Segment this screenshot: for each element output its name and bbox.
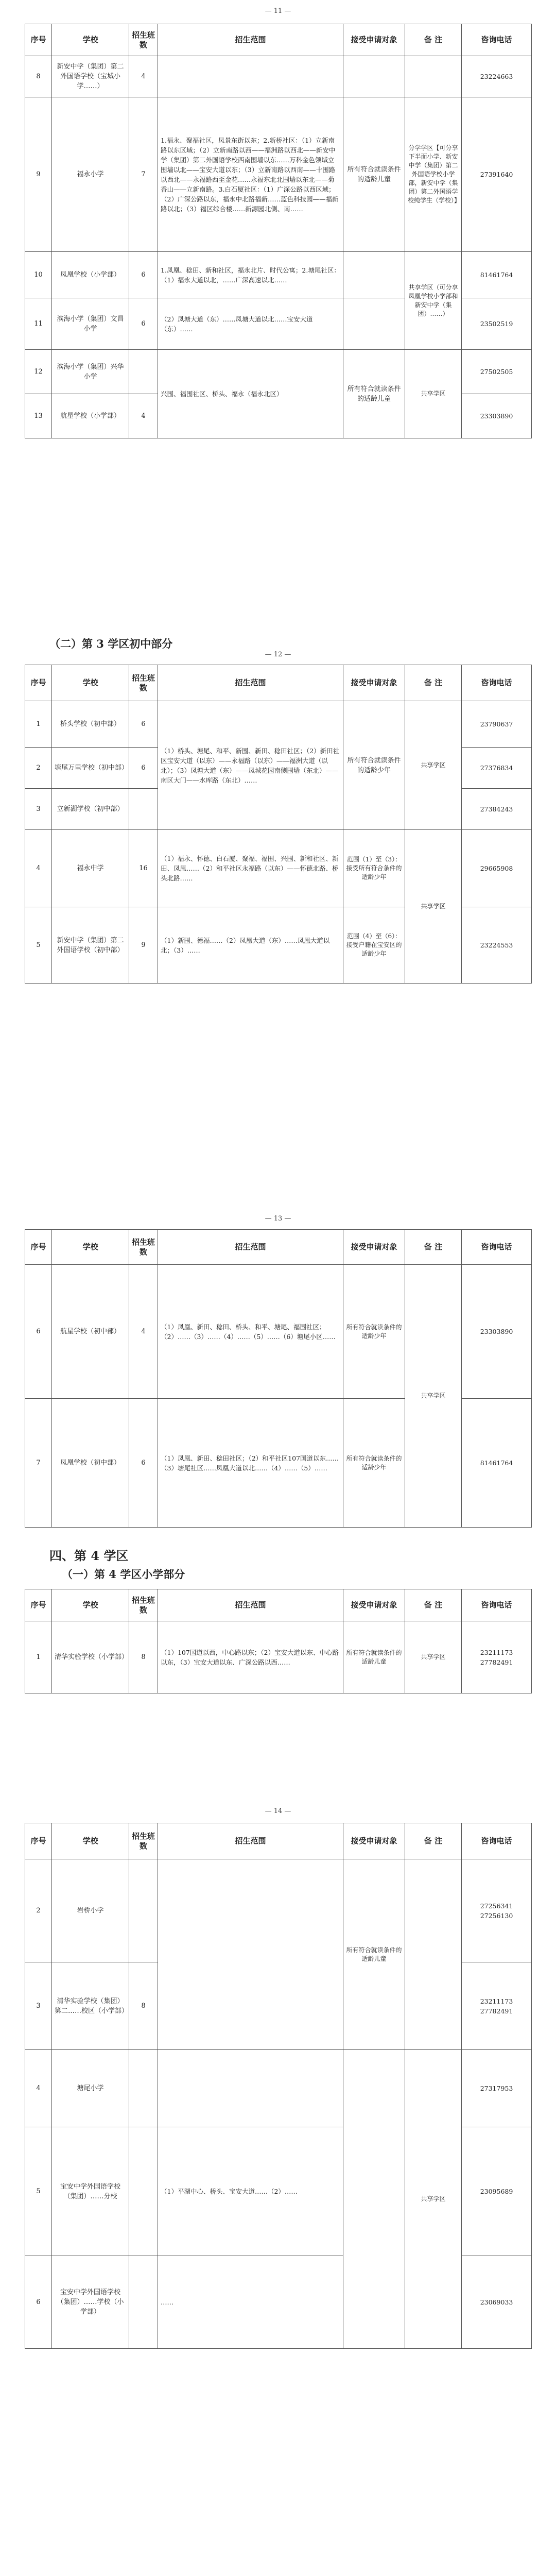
col-header-school: 学校 bbox=[52, 1230, 129, 1265]
page-number: — 14 — bbox=[265, 1807, 291, 1815]
section-title: 四、第 4 学区 bbox=[49, 1548, 129, 1563]
col-header-note: 备 注 bbox=[405, 665, 462, 701]
col-header-quota: 招生班数 bbox=[129, 24, 158, 56]
table-row: 1 桥头学校（初中部） 6 （1）桥头、塘尾、和平、新围、新田、稔田社区；（2）新田社区宝安大道（以东）——永福路（以东）——福洲大道（以北）；（3）凤塘大道（东）——凤城花园南侧围墙（东北）——南区大门——水库路（东北）…… 所有符合就读条件的适龄少年 共享学区 23790637 bbox=[25, 701, 532, 748]
table-row: 6 航星学校（初中部） 4 （1）凤凰、新田、稔田、桥头、和平、塘尾、福围社区；（2）……（3）……（4）……（5）……（6）塘尾小区…… 所有符合就读条件的适龄少年 共享学区 23303890 bbox=[25, 1265, 532, 1399]
table-row: 1 清华实验学校（小学部） 8 （1）107国道以西，中心路以东；（2）宝安大道以东、中心路以东，（3）宝安大道以东、广深公路以西…… 所有符合就读条件的适龄儿童 共享学区 23211173 27782491 bbox=[25, 1621, 532, 1693]
table-row: 6 宝安中学外国语学校（集团）……学校（小学部） …… 23069033 bbox=[25, 2256, 532, 2349]
table-row: 4 福永中学 16 （1）福永、怀德、白石厦、聚福、福围、兴围、新和社区、新田、凤凰……（2）和平社区永福路（以东）——怀德北路、桥头北路…… 范围（1）至（3）：接受所有符合条件的适龄少年 共享学区 29665908 bbox=[25, 830, 532, 907]
col-header-phone: 咨询电话 bbox=[462, 24, 532, 56]
col-header-scope: 招生范围 bbox=[158, 665, 343, 701]
table-row: 2 塘尾万里学校（初中部） 6 27376834 bbox=[25, 748, 532, 789]
table-row: 5 新安中学（集团）第二外国语学校（初中部） 9 （1）新围、德福……（2）凤凰大道（东）……凤凰大道以北；（3）…… 范围（4）至（6）：接受户籍在宝安区的适龄少年 23224553 bbox=[25, 907, 532, 984]
col-header-note: 备 注 bbox=[405, 1589, 462, 1621]
table-row: 10 凤凰学校（小学部） 6 1.凤凰、稔田、新和社区，福永北片、时代公寓；2.塘尾社区：（1）福永大道以北，……广深高速以北…… 共享学区（可分享凤凰学校小学部和新安中学（集团）……） 81461764 bbox=[25, 252, 532, 298]
col-header-no: 序号 bbox=[25, 1230, 52, 1265]
col-header-quota: 招生班数 bbox=[129, 1230, 158, 1265]
col-header-school: 学校 bbox=[52, 1823, 129, 1859]
table-row: 4 塘尾小学 共享学区 27317953 bbox=[25, 2050, 532, 2127]
col-header-scope: 招生范围 bbox=[158, 1589, 343, 1621]
col-header-phone: 咨询电话 bbox=[462, 1230, 532, 1265]
table-row: 2 岩桥小学 所有符合就读条件的适龄儿童 27256341 27256130 bbox=[25, 1859, 532, 1962]
enrollment-table-1 bbox=[25, 24, 532, 438]
page-number: — 12 — bbox=[265, 651, 291, 658]
col-header-note: 备 注 bbox=[405, 1230, 462, 1265]
table-row: 11 滨海小学（集团）文昌小学 6 （2）凤塘大道（东）……凤塘大道以北……宝安大道（东）…… 23502519 bbox=[25, 298, 532, 350]
table-row: 3 清华实验学校（集团）第二……校区（小学部） 8 23211173 27782491 bbox=[25, 1962, 532, 2050]
col-header-school: 学校 bbox=[52, 665, 129, 701]
col-header-applicant: 接受申请对象 bbox=[343, 665, 405, 701]
table-row: 7 凤凰学校（初中部） 6 （1）凤凰、新田、稔田社区；（2）和平社区107国道以东……（3）塘尾社区……凤凰大道以北……（4）……（5）…… 所有符合就读条件的适龄少年 81461764 bbox=[25, 1399, 532, 1528]
col-header-no: 序号 bbox=[25, 24, 52, 56]
table-row: 13 航星学校（小学部） 4 23303890 bbox=[25, 394, 532, 438]
enrollment-table-4b bbox=[25, 1823, 532, 2349]
col-header-scope: 招生范围 bbox=[158, 24, 343, 56]
page-number: — 13 — bbox=[265, 1215, 291, 1223]
col-header-phone: 咨询电话 bbox=[462, 665, 532, 701]
table-row: 3 立新湖学校（初中部） 27384243 bbox=[25, 789, 532, 830]
col-header-quota: 招生班数 bbox=[129, 665, 158, 701]
section-subtitle: （一）第 4 学区小学部分 bbox=[62, 1568, 185, 1581]
col-header-applicant: 接受申请对象 bbox=[343, 24, 405, 56]
col-header-applicant: 接受申请对象 bbox=[343, 1823, 405, 1859]
col-header-scope: 招生范围 bbox=[158, 1230, 343, 1265]
col-header-school: 学校 bbox=[52, 24, 129, 56]
col-header-quota: 招生班数 bbox=[129, 1589, 158, 1621]
col-header-scope: 招生范围 bbox=[158, 1823, 343, 1859]
col-header-phone: 咨询电话 bbox=[462, 1589, 532, 1621]
page-number: — 11 — bbox=[265, 7, 291, 15]
col-header-phone: 咨询电话 bbox=[462, 1823, 532, 1859]
table-row: 5 宝安中学外国语学校（集团）……分校 （1）平湖中心、桥头、宝安大道……（2）…… 23095689 bbox=[25, 2127, 532, 2256]
col-header-applicant: 接受申请对象 bbox=[343, 1589, 405, 1621]
enrollment-table-4a bbox=[25, 1589, 532, 1693]
enrollment-table-3 bbox=[25, 1229, 532, 1528]
enrollment-table-2 bbox=[25, 665, 532, 984]
col-header-no: 序号 bbox=[25, 1589, 52, 1621]
col-header-no: 序号 bbox=[25, 665, 52, 701]
table-row: 12 滨海小学（集团）兴华小学 兴围、福围社区、桥头、福永（福永北区） 所有符合就读条件的适龄儿童 共享学区 27502505 bbox=[25, 350, 532, 394]
table-row: 8 新安中学（集团）第二外国语学校（宝城小学……） 4 23224663 bbox=[25, 56, 532, 97]
col-header-note: 备 注 bbox=[405, 1823, 462, 1859]
table-row: 9 福永小学 7 1.福永、聚福社区，凤景东街以东；2.新桥社区：（1）立新南路以东区域；（2）立新南路以西——福洲路以西北——新安中学（集团）第二外国语学校西南围墙以东……万科金色领域立围墙以北——宝安大道以东；（3）立新南路以西南——十围路以西北——永福路西至金花……永福东北北围墙以东北——菊香山——立新南路。3.白石厦社区：（1）广深公路以西区域；（2）广深公路以东，福永中北路福新……蓝色科技园——福新路以北；（3）福区综合楼……新源园北侧、南…… 所有符合就读条件的适龄儿童 分学学区【可分享下半面小学、新安中学（集团）第二外国语学校小学部，新安中学（集团）第二外国语学校纯学生（学校）】 27391640 bbox=[25, 97, 532, 252]
col-header-no: 序号 bbox=[25, 1823, 52, 1859]
col-header-applicant: 接受申请对象 bbox=[343, 1230, 405, 1265]
col-header-school: 学校 bbox=[52, 1589, 129, 1621]
col-header-note: 备 注 bbox=[405, 24, 462, 56]
col-header-quota: 招生班数 bbox=[129, 1823, 158, 1859]
section-title: （二）第 3 学区初中部分 bbox=[49, 637, 173, 650]
